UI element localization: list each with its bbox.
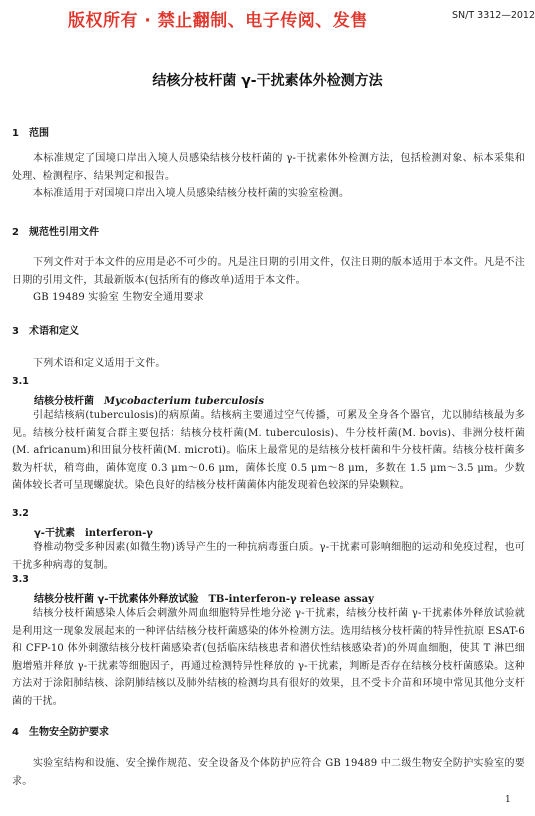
term-en: Mycobacterium tuberculosis: [104, 396, 264, 407]
term-number: 3.2: [12, 508, 29, 519]
references-paragraph-2: GB 19489 实验室 生物安全通用要求: [33, 292, 204, 303]
page-number: 1: [505, 795, 511, 805]
section-heading-scope: [12, 124, 49, 139]
term-cn: 结核分枝杆菌 γ-干扰素体外释放试验: [34, 594, 199, 605]
section-number: 3: [12, 326, 19, 337]
section-number: 4: [12, 727, 19, 738]
term-number: 3.3: [12, 574, 29, 585]
term-definition: 结核分枝杆菌感染人体后会刺激外周血细胞特异性地分泌 γ-干扰素，结核分枝杆菌 γ-干扰素体外释放试验就是利用这一现象发展起来的一种评估结核分枝杆菌感染的体外检测方法。选用结核分枝杆菌的特异性抗原 ESAT-6 和 CFP-10 体外刺激结核分枝杆菌感染者(包括临床结核患者和潜伏性结核感染者)的外周血细胞，使其 T 淋巴细胞增殖并释放 γ-干扰素等细胞因子，再通过检测特异性释放的 γ-干扰素，判断是否存在结核分枝杆菌感染。这种方法对于涂阳肺结核、涂阴肺结核以及肺外结核的检测均具有很好的效果，且不受卡介苗和环境中常见其他分支杆菌的干扰。: [12, 608, 525, 707]
copyright-watermark: 版权所有 · 禁止翻制、电子传阅、发售: [68, 11, 368, 31]
term-en: TB-interferon-γ release assay: [208, 594, 374, 605]
term-cn: 结核分枝杆菌: [34, 396, 94, 407]
terms-intro: 下列术语和定义适用于文件。: [33, 358, 166, 369]
term-cn: γ-干扰素: [34, 528, 75, 539]
standard-code: SN/T 3312—2012: [452, 10, 535, 21]
term-definition: 引起结核病(tuberculosis)的病原菌。结核病主要通过空气传播，可累及全身各个器官，尤以肺结核最为多见。结核分枝杆菌复合群主要包括：结核分枝杆菌(M. tuberculosis)、牛分枝杆菌(M. bovis)、非洲分枝杆菌(M. africanum)和田鼠分枝杆菌(M. microti)。临床上最常见的是结核分枝杆菌和牛分枝杆菌。结核分枝杆菌多数为杆状，稍弯曲，菌体宽度 0.3 μm～0.6 μm，菌体长度 0.5 μm～8 μm，多数在 1.5 μm～3.5 μm。少数菌体较长者可呈现螺旋状。染色良好的结核分枝杆菌菌体内能发现着色较深的异染颗粒。: [12, 410, 525, 491]
term-heading: [34, 590, 374, 605]
section-title: 范围: [29, 128, 49, 139]
term-definition: 脊椎动物受多种因素(如微生物)诱导产生的一种抗病毒蛋白质。γ-干扰素可影响细胞的运动和免疫过程，也可干扰多种病毒的复制。: [12, 542, 525, 571]
scope-paragraph-1: 本标准规定了国境口岸出入境人员感染结核分枝杆菌的 γ-干扰素体外检测方法，包括检测对象、标本采集和处理、检测程序、结果判定和报告。: [12, 153, 525, 182]
section-heading-terms: [12, 322, 79, 337]
section-title: 术语和定义: [29, 326, 79, 337]
references-paragraph-1: 下列文件对于本文件的应用是必不可少的。凡是注日期的引用文件，仅注日期的版本适用于本文件。凡是不注日期的引用文件，其最新版本(包括所有的修改单)适用于本文件。: [12, 257, 525, 286]
section-heading-normative-references: [12, 223, 99, 238]
scope-paragraph-2: 本标准适用于对国境口岸出入境人员感染结核分枝杆菌的实验室检测。: [33, 188, 350, 199]
term-en: interferon-γ: [84, 528, 153, 539]
term-number: 3.1: [12, 376, 29, 387]
document-title: 结核分枝杆菌 γ-干扰素体外检测方法: [152, 73, 383, 89]
term-heading: [34, 524, 153, 539]
section-title: 规范性引用文件: [29, 227, 99, 238]
term-heading: [34, 392, 264, 407]
section-title: 生物安全防护要求: [29, 727, 109, 738]
section-heading-biosafety: [12, 723, 109, 738]
biosafety-paragraph: 实验室结构和设施、安全操作规范、安全设备及个体防护应符合 GB 19489 中二级生物安全防护实验室的要求。: [12, 758, 525, 787]
section-number: 1: [12, 128, 19, 139]
section-number: 2: [12, 227, 19, 238]
